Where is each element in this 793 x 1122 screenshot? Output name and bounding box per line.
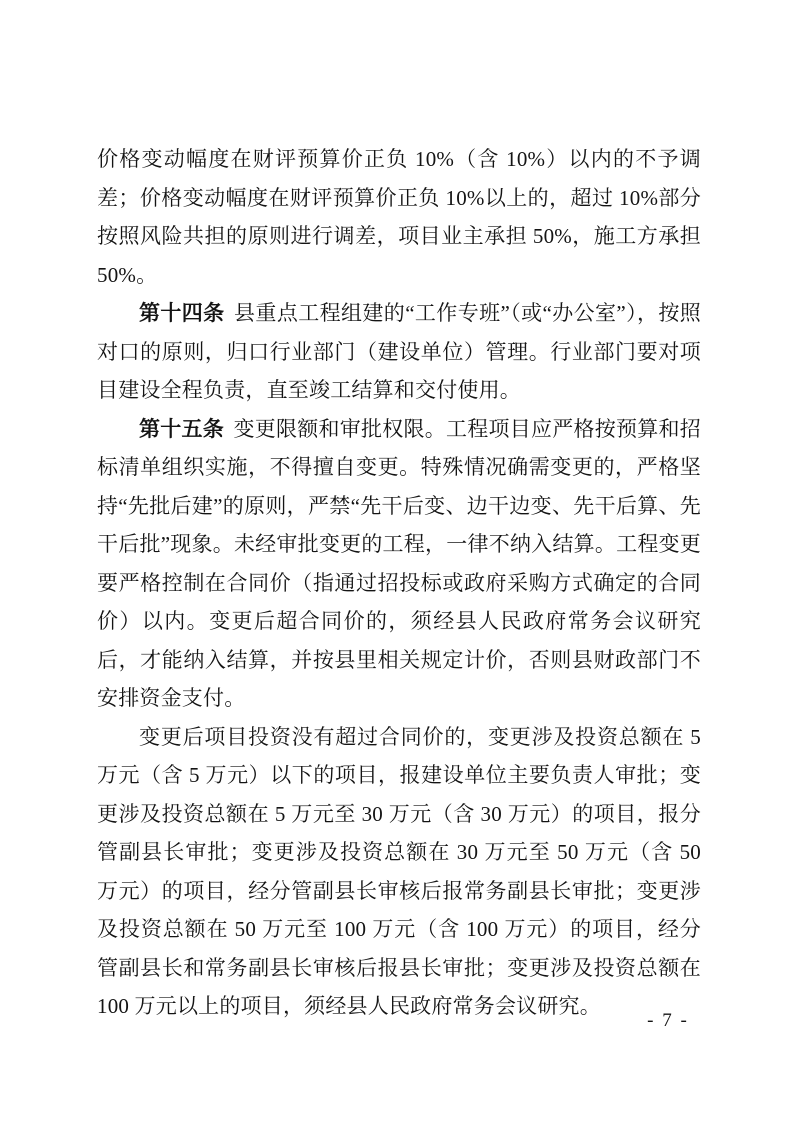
body-paragraph: [97, 718, 701, 1026]
article-number-label: 第十四条: [139, 301, 225, 325]
document-body: [97, 140, 701, 1026]
paragraph-text: 变更限额和审批权限。工程项目应严格按预算和招标清单组织实施，不得擅自变更。特殊情况确需变更的，严格坚持“先批后建”的原则，严禁“先干后变、边干边变、先干后算、先干后批”现象。未经审批变更的工程，一律不纳入结算。工程变更要严格控制在合同价（指通过招投标或政府采购方式确定的合同价）以内。变更后超合同价的，须经县人民政府常务会议研究后，才能纳入结算，并按县里相关规定计价，否则县财政部门不安排资金支付。: [97, 416, 701, 710]
paragraph-text: 价格变动幅度在财评预算价正负 10%（含 10%）以内的不予调差；价格变动幅度在财评预算价正负 10%以上的，超过 10%部分按照风险共担的原则进行调差，项目业主承担 50%，施工方承担 50%。: [97, 147, 701, 287]
paragraph-text: 县重点工程组建的“工作专班”（或“办公室”），按照对口的原则，归口行业部门（建设单位）管理。行业部门要对项目建设全程负责，直至竣工结算和交付使用。: [97, 301, 701, 402]
body-paragraph: [97, 294, 701, 410]
paragraph-text: 变更后项目投资没有超过合同价的，变更涉及投资总额在 5 万元（含 5 万元）以下的项目，报建设单位主要负责人审批；变更涉及投资总额在 5 万元至 30 万元（含 30 万元）的项目，报分管副县长审批；变更涉及投资总额在 30 万元至 50 万元（含 50 万元）的项目，经分管副县长审核后报常务副县长审批；变更涉及投资总额在 50 万元至 100 万元（含 100 万元）的项目，经分管副县长和常务副县长审核后报县长审批；变更涉及投资总额在 100 万元以上的项目，须经县人民政府常务会议研究。: [97, 724, 701, 1018]
page-number: - 7 -: [647, 1010, 689, 1031]
article-number-label: 第十五条: [139, 416, 225, 441]
body-paragraph: [97, 410, 701, 718]
body-paragraph: [97, 140, 701, 294]
